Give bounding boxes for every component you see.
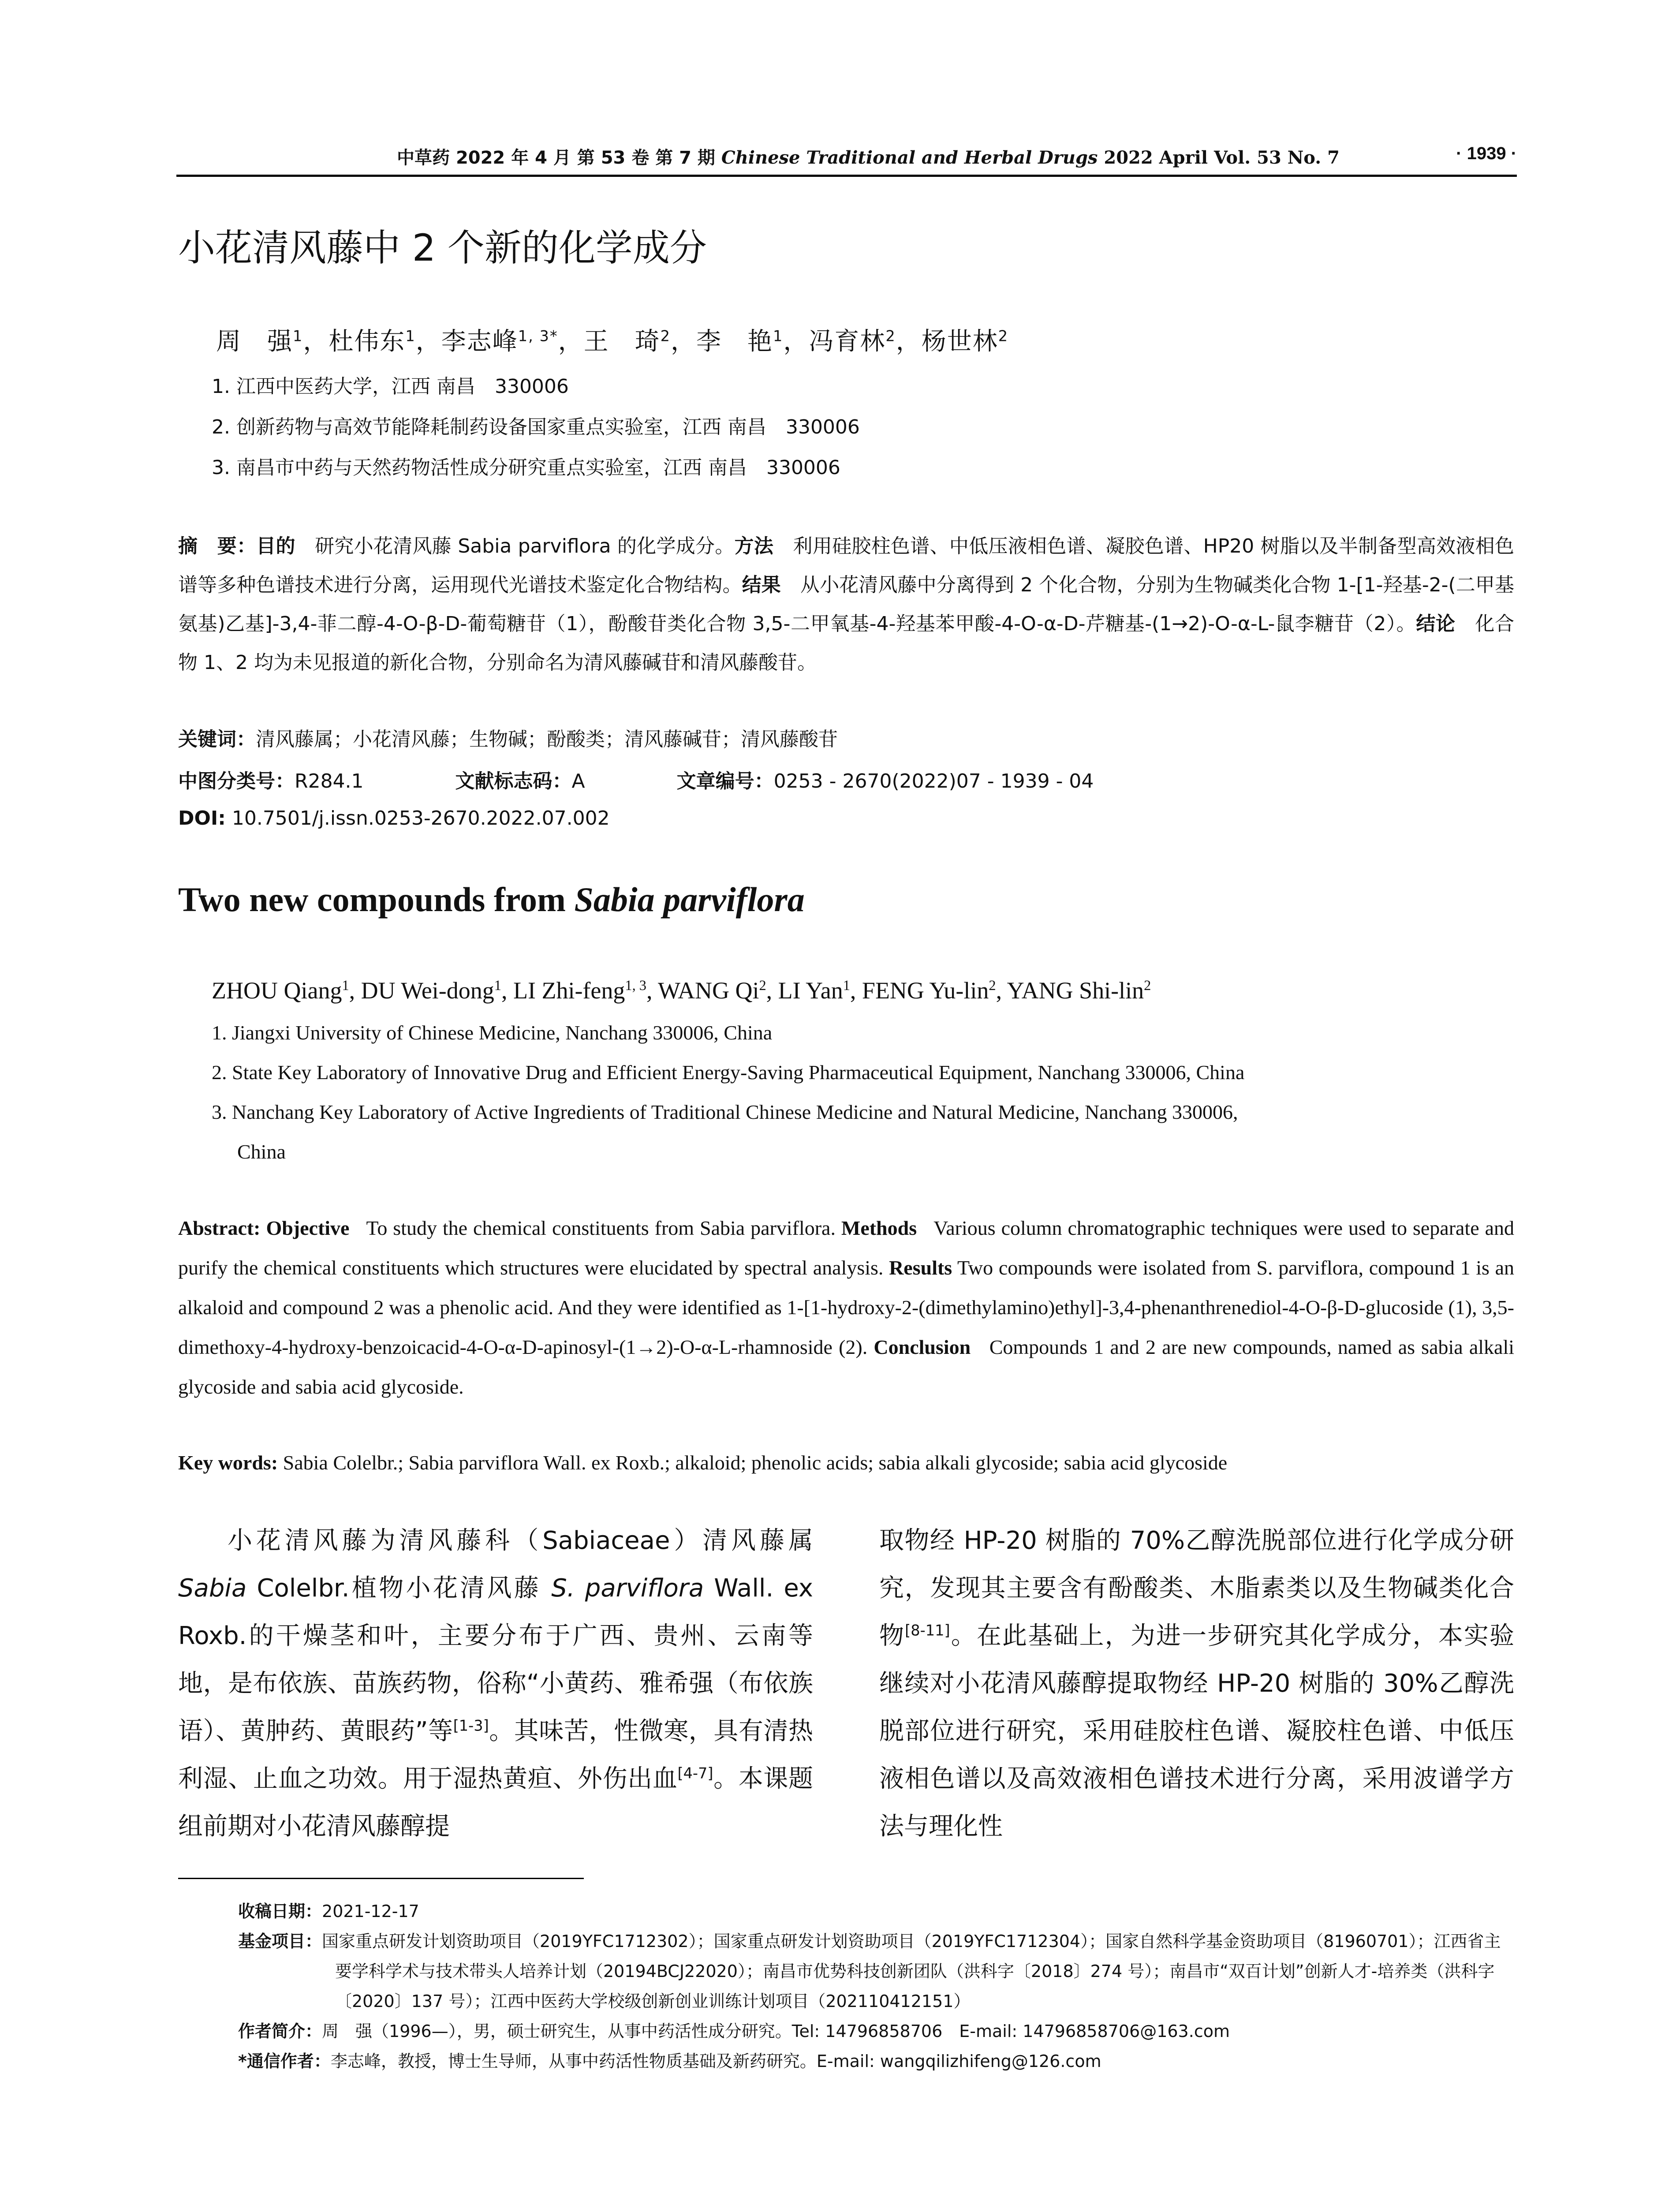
methods-cn-label: 方法 xyxy=(734,535,774,557)
objective-en: To study the chemical constituents from Sabia parviflora. xyxy=(366,1217,836,1239)
keywords-en xyxy=(178,1451,1227,1474)
keywords-cn-label: 关键词： xyxy=(178,728,256,751)
footnote-fund: 基金项目：国家重点研发计划资助项目（2019YFC1712302）；国家重点研发计划资助项目（2019YFC1712304）；国家自然科学基金资助项目（81960701）；江西省主要学科学术与技术带头人培养计划（20194BCJ22020）；南昌市优势科技创新团队（洪科字〔2018〕274 号）；南昌市“双百计划”创新人才-培养类（洪科字〔2020〕137 号）；江西中医药大学校级创新创业训练计划项目（202110412151） xyxy=(238,1932,1501,2011)
header-journal-info xyxy=(397,144,1340,169)
clc-label: 中图分类号： xyxy=(178,770,295,792)
objective-en-label: Objective xyxy=(266,1217,350,1239)
running-header xyxy=(176,144,1517,173)
clc-value: R284.1 xyxy=(295,770,364,792)
authors-en: ZHOU Qiang$^1$, DU Wei-dong$^1$, LI Zhi-feng$^{1, 3}$, WANG Qi$^2$, LI Yan$^1$, FENG Yu-lin$^2$, YANG Shi-lin$^2$ xyxy=(212,977,1151,1004)
header-issue-en: 2022 April Vol. 53 No. 7 xyxy=(1104,147,1340,168)
affiliation-cn-2: 2. 创新药物与高效节能降耗制药设备国家重点实验室，江西 南昌 330006 xyxy=(212,416,860,438)
page-number: · 1939 · xyxy=(1456,144,1517,163)
title-cn: 小花清风藤中 2 个新的化学成分 xyxy=(178,226,707,269)
doi-label: DOI: xyxy=(178,807,226,830)
doi-value[interactable]: 10.7501/j.issn.0253-2670.2022.07.002 xyxy=(231,807,610,830)
methods-cn: 利用硅胶柱色谱、中低压液相色谱、凝胶色谱、HP20 树脂以及半制备型高效液相色谱等多种色谱技术进行分离，运用现代光谱技术鉴定化合物结构。 xyxy=(178,535,1515,596)
conclusion-cn: 化合物 1、2 均为未见报道的新化合物，分别命名为清风藤碱苷和清风藤酸苷。 xyxy=(178,613,1515,674)
article-no-value: 0253 - 2670(2022)07 - 1939 - 04 xyxy=(773,770,1094,792)
footnote-rule xyxy=(178,1878,584,1879)
keywords-en-label: Key words: xyxy=(178,1451,278,1474)
authors-cn: 周 强$^1$，杜伟东$^1$，李志峰$^{1, 3*}$，王 琦$^2$，李 艳$^1$，冯育林$^2$，杨世林$^2$ xyxy=(216,327,1009,356)
doc-code-label: 文献标志码： xyxy=(455,770,572,792)
keywords-cn xyxy=(178,723,838,751)
affiliation-en-3-cont: China xyxy=(237,1140,286,1163)
affiliation-en-3: 3. Nanchang Key Laboratory of Active Ingredients of Traditional Chinese Medicine and Natural Medicine, Nanchang 330006, xyxy=(212,1101,1238,1123)
methods-en: Various column chromatographic techniques were used to separate and purify the chemical constituents which structures were elucidated by spectral analysis. xyxy=(178,1217,1515,1279)
body-column-right xyxy=(879,1517,1514,1850)
title-en: Two new compounds from Sabia parviflora xyxy=(178,880,805,919)
article-no-label: 文章编号： xyxy=(676,770,774,792)
header-issue-cn: 2022 年 4 月 第 53 卷 第 7 期 xyxy=(455,148,715,168)
footnote-received: 收稿日期：2021-12-17 xyxy=(238,1902,419,1921)
abstract-cn-label: 摘 要： xyxy=(178,535,257,557)
doc-code-value: A xyxy=(571,770,585,792)
header-journal-en: Chinese Traditional and Herbal Drugs xyxy=(721,147,1098,168)
footnote-corresponding: *通信作者：李志峰，教授，博士生导师，从事中药活性物质基础及新药研究。E-mail: wangqilizhifeng@126.com xyxy=(238,2052,1101,2071)
results-en: Two compounds were isolated from S. parviflora, compound 1 is an alkaloid and compound 2 was a phenolic acid. And they were identified as 1-[1-hydroxy-2-(dimethylamino)ethyl]-3,4-phenanthrenediol-4-O-β-D-glucoside (1), 3,5-dimethoxy-4-hydroxy-benzoicacid-4-O-α-D-apinosyl-(1→2)-O-α-L-rhamnoside (2). xyxy=(178,1256,1515,1358)
footnotes xyxy=(238,1896,1515,2076)
conclusion-cn-label: 结论 xyxy=(1416,613,1456,635)
classification-line xyxy=(178,765,1094,793)
affiliation-cn-1: 1. 江西中医药大学，江西 南昌 330006 xyxy=(212,375,569,398)
results-en-label: Results xyxy=(889,1256,952,1279)
header-rule xyxy=(176,175,1517,177)
keywords-cn-text: 清风藤属；小花清风藤；生物碱；酚酸类；清风藤碱苷；清风藤酸苷 xyxy=(256,728,838,751)
methods-en-label: Methods xyxy=(841,1217,917,1239)
conclusion-en-label: Conclusion xyxy=(874,1336,971,1358)
results-cn: 从小花清风藤中分离得到 2 个化合物，分别为生物碱类化合物 1-[1-羟基-2-(二甲基氨基)乙基]-3,4-菲二醇-4-O-β-D-葡萄糖苷（1），酚酸苷类化合物 3,5-二甲氧基-4-羟基苯甲酸-4-O-α-D-芹糖基-(1→2)-O-α-L-鼠李糖苷（2）。 xyxy=(178,574,1515,635)
doi-line xyxy=(178,807,610,830)
affiliation-en-1: 1. Jiangxi University of Chinese Medicine, Nanchang 330006, China xyxy=(212,1021,773,1044)
affiliation-cn-3: 3. 南昌市中药与天然药物活性成分研究重点实验室，江西 南昌 330006 xyxy=(212,456,840,479)
affiliation-en-2: 2. State Key Laboratory of Innovative Drug and Efficient Energy-Saving Pharmaceutical Equipment, Nanchang 330006, China xyxy=(212,1061,1245,1084)
conclusion-en: Compounds 1 and 2 are new compounds, named as sabia alkali glycoside and sabia acid glycoside. xyxy=(178,1336,1515,1398)
body-paragraph-left: 小花清风藤为清风藤科（Sabiaceae）清风藤属 Sabia Colelbr.植物小花清风藤 S. parviflora Wall. ex Roxb.的干燥茎和叶，主要分布于广西、贵州、云南等地，是布依族、苗族药物，俗称“小黄药、雅希强（布依族语）、黄肿药、黄眼药”等[1-3]。其味苦，性微寒，具有清热利湿、止血之功效。用于湿热黄疸、外伤出血[4-7]。本课题组前期对小花清风藤醇提 xyxy=(178,1526,814,1841)
body-column-left xyxy=(178,1517,813,1850)
abstract-en-label: Abstract: xyxy=(178,1217,261,1239)
objective-cn-label: 目的 xyxy=(256,535,295,557)
results-cn-label: 结果 xyxy=(742,574,781,596)
objective-cn: 研究小花清风藤 Sabia parviflora 的化学成分。 xyxy=(315,535,735,557)
body-paragraph-right: 取物经 HP-20 树脂的 70%乙醇洗脱部位进行化学成分研究，发现其主要含有酚酸类、木脂素类以及生物碱类化合物[8-11]。在此基础上，为进一步研究其化学成分，本实验继续对小花清风藤醇提取物经 HP-20 树脂的 30%乙醇洗脱部位进行研究，采用硅胶柱色谱、凝胶柱色谱、中低压液相色谱以及高效液相色谱技术进行分离，采用波谱学方法与理化性 xyxy=(879,1526,1515,1841)
header-journal-cn: 中草药 xyxy=(397,148,450,168)
abstract-cn xyxy=(178,527,1514,682)
abstract-en xyxy=(178,1208,1514,1407)
footnote-author: 作者简介：周 强（1996—），男，硕士研究生，从事中药活性成分研究。Tel: 14796858706 E-mail: 14796858706@163.com xyxy=(238,2022,1230,2041)
keywords-en-text: Sabia Colelbr.; Sabia parviflora Wall. ex Roxb.; alkaloid; phenolic acids; sabia alkali glycoside; sabia acid glycoside xyxy=(283,1451,1228,1474)
